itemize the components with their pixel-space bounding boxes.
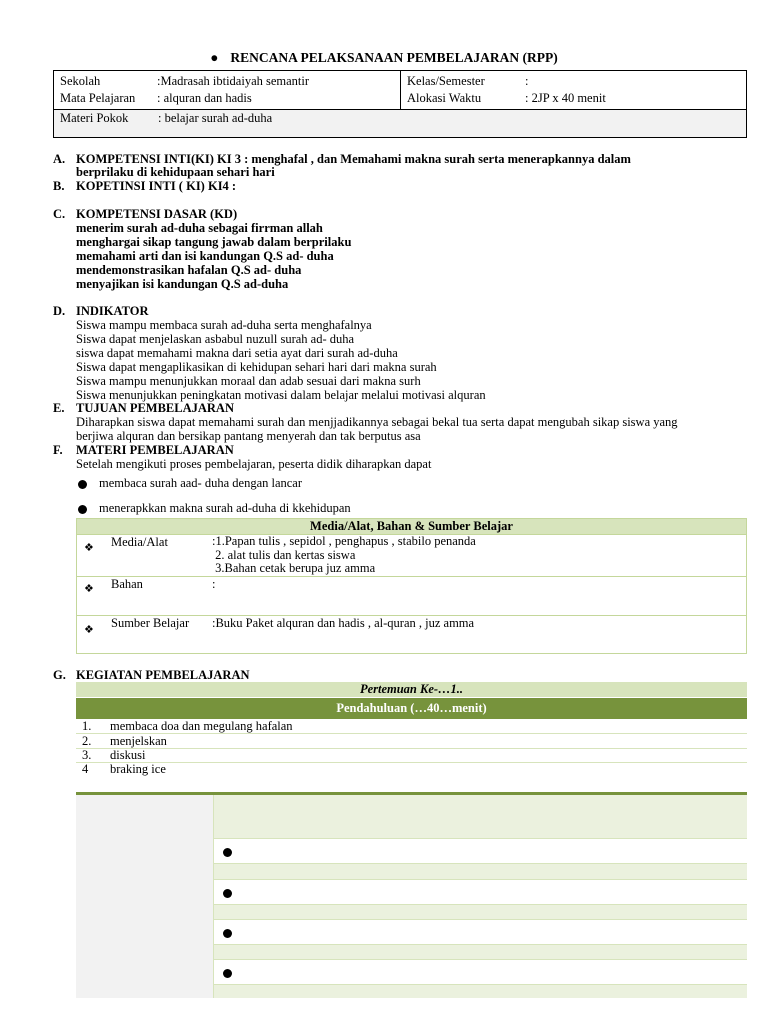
activity-band	[214, 985, 747, 998]
bullet-icon	[78, 505, 87, 514]
bullet-icon	[223, 848, 232, 857]
materi-label: Materi Pokok	[60, 111, 129, 125]
kd-item: menerim surah ad-duha sebagai firrman allah	[76, 221, 323, 235]
indikator-item: Siswa dapat menjelaskan asbabul nuzull surah ad- duha	[76, 332, 355, 346]
kelas-label: Kelas/Semester	[407, 74, 485, 88]
media-line: 2. alat tulis dan kertas siswa	[212, 547, 356, 562]
pertemuan-header: Pertemuan Ke-…1..	[76, 682, 747, 697]
activity-row	[214, 919, 747, 945]
indikator-item: Siswa mampu menunjukkan moraal dan adab sesuai dari makna surh	[76, 374, 421, 388]
section-f-label: F.	[53, 443, 63, 457]
sekolah-label: Sekolah	[60, 74, 101, 88]
activity-row	[214, 838, 747, 864]
indikator-item: Siswa dapat mengaplikasikan di kehidupan sehari hari dari makna surah	[76, 360, 437, 374]
media-line: :1.Papan tulis , sepidol , penghapus , stabilo penanda	[212, 534, 476, 548]
section-d-heading: INDIKATOR	[76, 304, 149, 318]
section-b-label: B.	[53, 179, 65, 193]
step-text: menjelskan	[110, 734, 167, 748]
identity-table	[53, 70, 747, 138]
section-b	[53, 179, 236, 193]
activity-band	[214, 864, 747, 879]
pendahuluan-header: Pendahuluan (…40…menit)	[76, 698, 747, 719]
bullet-icon	[78, 480, 87, 489]
section-c-label: C.	[53, 207, 66, 221]
materi-bullet: menerapkkan makna surah ad-duha di kkehidupan	[99, 501, 351, 515]
materi-intro: Setelah mengikuti proses pembelajaran, peserta didik diharapkan dapat	[76, 457, 432, 471]
bullet-icon	[223, 889, 232, 898]
identity-row-top	[54, 71, 746, 110]
section-c	[53, 207, 237, 221]
sumber-value: :Buku Paket alquran dan hadis , al-quran , juz amma	[212, 616, 475, 630]
bahan-label: Bahan	[111, 577, 143, 591]
section-f-heading: MATERI PEMBELAJARAN	[76, 443, 234, 457]
section-g-label: G.	[53, 668, 66, 682]
activity-band	[214, 945, 747, 959]
section-d-label: D.	[53, 304, 66, 318]
step-text: membaca doa dan megulang hafalan	[110, 719, 293, 733]
indikator-item: Siswa menunjukkan peningkatan motivasi dalam belajar melalui motivasi alquran	[76, 388, 486, 402]
table-row	[76, 719, 747, 734]
section-a-line1: KOMPETENSI INTI(KI) KI 3 : menghafal , dan Memahami makna surah serta menerapkannya dalam	[76, 152, 631, 166]
table-row	[76, 748, 747, 763]
alokasi-label: Alokasi Waktu	[407, 91, 482, 105]
media-table	[76, 518, 747, 654]
section-g-heading: KEGIATAN PEMBELAJARAN	[76, 668, 250, 682]
activity-band	[214, 795, 747, 838]
activity-label-column	[76, 795, 214, 998]
media-label: Media/Alat	[111, 535, 168, 549]
section-d	[53, 304, 148, 318]
step-text: braking ice	[110, 762, 166, 776]
kd-item: mendemonstrasikan hafalan Q.S ad- duha	[76, 263, 302, 277]
tujuan-line2: berjiwa alquran dan bersikap pantang menyerah dan tak berputus asa	[76, 429, 421, 443]
document-title	[0, 50, 768, 66]
bahan-value: :	[212, 577, 216, 591]
diamond-bullet-icon: ❖	[84, 542, 94, 554]
tujuan-line1: Diharapkan siswa dapat memahami surah dan menjjadikannya sebagai bekal tua serta dapat mengubah sikap siswa yang	[76, 415, 678, 429]
section-a-label: A.	[53, 152, 66, 166]
bullet-icon: ●	[210, 50, 219, 65]
section-e	[53, 401, 234, 415]
diamond-bullet-icon: ❖	[84, 624, 94, 636]
mapel-label: Mata Pelajaran	[60, 91, 136, 105]
activity-row	[214, 879, 747, 905]
bullet-icon	[223, 969, 232, 978]
activity-band	[214, 905, 747, 919]
step-number: 1.	[82, 719, 92, 733]
title-text: RENCANA PELAKSANAAN PEMBELAJARAN (RPP)	[230, 50, 558, 65]
section-f	[53, 443, 234, 457]
section-b-text: KOPETINSI INTI ( KI) KI4 :	[76, 179, 237, 193]
kd-item: menghargai sikap tangung jawab dalam berprilaku	[76, 235, 352, 249]
step-number: 4	[82, 762, 89, 776]
identity-row-materi	[54, 110, 746, 137]
table-row	[76, 762, 747, 790]
media-table-heading: Media/Alat, Bahan & Sumber Belajar	[77, 519, 746, 535]
alokasi-value: : 2JP x 40 menit	[525, 91, 606, 105]
indikator-item: siswa dapat memahami makna dari setia ayat dari surah ad-duha	[76, 346, 398, 360]
step-number: 3.	[82, 748, 92, 762]
kd-item: menyajikan isi kandungan Q.S ad-duha	[76, 277, 289, 291]
section-e-heading: TUJUAN PEMBELAJARAN	[76, 401, 234, 415]
step-number: 2.	[82, 734, 92, 748]
table-row	[76, 734, 747, 749]
section-a-line2: berprilaku di kehidupaan sehari hari	[76, 165, 275, 179]
materi-bullet: membaca surah aad- duha dengan lancar	[99, 476, 303, 490]
materi-value: : belajar surah ad-duha	[158, 111, 273, 125]
indikator-item: Siswa mampu membaca surah ad-duha serta menghafalnya	[76, 318, 372, 332]
section-g	[53, 668, 250, 682]
section-a	[53, 152, 631, 166]
kelas-value: :	[525, 74, 529, 88]
mapel-value: : alquran dan hadis	[157, 91, 252, 105]
sumber-label: Sumber Belajar	[111, 616, 190, 630]
activity-row	[214, 959, 747, 985]
step-text: diskusi	[110, 748, 146, 762]
section-c-heading: KOMPETENSI DASAR (KD)	[76, 207, 238, 221]
kd-item: memahami arti dan isi kandungan Q.S ad- duha	[76, 249, 334, 263]
media-line: 3.Bahan cetak berupa juz amma	[212, 561, 376, 575]
sekolah-value: :Madrasah ibtidaiyah semantir	[157, 74, 310, 88]
media-values	[212, 535, 476, 576]
bullet-icon	[223, 929, 232, 938]
diamond-bullet-icon: ❖	[84, 583, 94, 595]
section-e-label: E.	[53, 401, 65, 415]
